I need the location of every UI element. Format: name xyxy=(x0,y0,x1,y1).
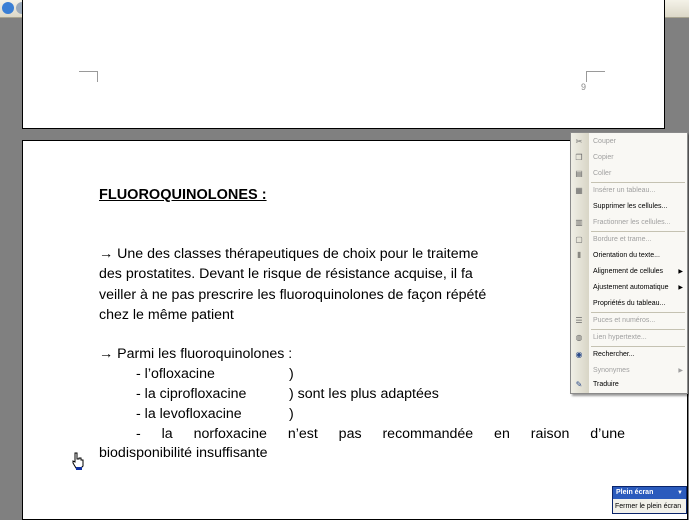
paragraph1-line4: chez le même patient xyxy=(99,307,234,323)
menu-item-copy[interactable]: ❐ Copier xyxy=(575,153,614,162)
list-item-bracket: ) sont les plus adaptées xyxy=(289,386,439,402)
menu-item-borders[interactable]: ▢ Bordure et trame... xyxy=(575,235,652,244)
hyperlink-icon: ◍ xyxy=(575,333,583,342)
margin-corner-right xyxy=(586,71,605,82)
menu-item-hyperlink[interactable]: ◍ Lien hypertexte... xyxy=(575,333,647,342)
context-menu xyxy=(570,132,688,394)
menu-item-insert-table[interactable]: ▦ Insérer un tableau... xyxy=(575,186,656,195)
borders-icon: ▢ xyxy=(575,235,583,244)
menu-item-translate[interactable]: ✎ Traduire xyxy=(575,380,619,389)
menu-item-split-cells[interactable]: ▥ Fractionner les cellules... xyxy=(575,218,671,227)
fullscreen-title[interactable]: Plein écran ▼ xyxy=(613,487,686,499)
paragraph1-line1: → Une des classes thérapeutiques de choix pour le traiteme xyxy=(99,246,479,262)
insert-table-icon: ▦ xyxy=(575,186,583,195)
research-icon: ◉ xyxy=(575,350,583,359)
close-fullscreen-button[interactable]: Fermer le plein écran xyxy=(615,503,682,510)
paste-icon: ▤ xyxy=(575,169,583,178)
list-item-bracket: ) xyxy=(289,406,294,422)
previous-page xyxy=(22,0,665,129)
menu-item-cut[interactable]: ✂ Couper xyxy=(575,137,616,146)
copy-icon: ❐ xyxy=(575,153,583,162)
bullets-icon: ☰ xyxy=(575,316,583,325)
split-cells-icon: ▥ xyxy=(575,218,583,227)
fullscreen-toolbar xyxy=(612,486,687,514)
list-item-name: - l’ofloxacine xyxy=(136,366,215,382)
menu-item-paste[interactable]: ▤ Coller xyxy=(575,169,612,178)
list-item-name: - la ciprofloxacine xyxy=(136,386,247,402)
list-item-bracket: ) xyxy=(289,366,294,382)
menu-item-synonyms[interactable]: Synonymes ▶ xyxy=(571,363,687,379)
menu-item-delete-cells[interactable]: Supprimer les cellules... xyxy=(593,203,668,210)
submenu-arrow-icon: ▶ xyxy=(678,368,683,374)
paragraph2-intro: → Parmi les fluoroquinolones : xyxy=(99,346,293,362)
page-number: 9 xyxy=(581,82,587,92)
text-direction-icon: ⫴ xyxy=(577,251,581,260)
menu-item-text-direction[interactable]: ⫴ Orientation du texte... xyxy=(571,248,687,264)
chevron-down-icon[interactable]: ▼ xyxy=(677,490,683,496)
menu-item-bullets[interactable]: ☰ Puces et numéros... xyxy=(575,316,656,325)
paragraph1-line3: veiller à ne pas prescrire les fluoroquinolones de façon répété xyxy=(99,287,487,303)
back-icon[interactable] xyxy=(2,2,14,14)
menu-item-autofit[interactable]: Ajustement automatique ▶ xyxy=(571,280,687,296)
menu-item-table-properties[interactable]: Propriétés du tableau... xyxy=(593,300,666,307)
list-item-name: - la levofloxacine xyxy=(136,406,242,422)
last-item-line1: - la norfoxacine n’est pas recommandée en raison d’une xyxy=(136,426,625,442)
margin-corner-left xyxy=(79,71,98,82)
translate-icon: ✎ xyxy=(575,380,583,389)
last-item-line2: biodisponibilité insuffisante xyxy=(99,445,268,461)
paragraph1-line2: des prostatites. Devant le risque de résistance acquise, il fa xyxy=(99,266,473,282)
menu-item-research[interactable]: ◉ Rechercher... xyxy=(575,350,635,359)
submenu-arrow-icon: ▶ xyxy=(678,285,683,291)
submenu-arrow-icon: ▶ xyxy=(678,269,683,275)
menu-item-cell-alignment[interactable]: Alignement de cellules ▶ xyxy=(571,264,687,280)
hand-cursor-icon xyxy=(72,452,84,470)
scissors-icon: ✂ xyxy=(575,137,583,146)
page-heading: FLUOROQUINOLONES : xyxy=(99,187,267,203)
